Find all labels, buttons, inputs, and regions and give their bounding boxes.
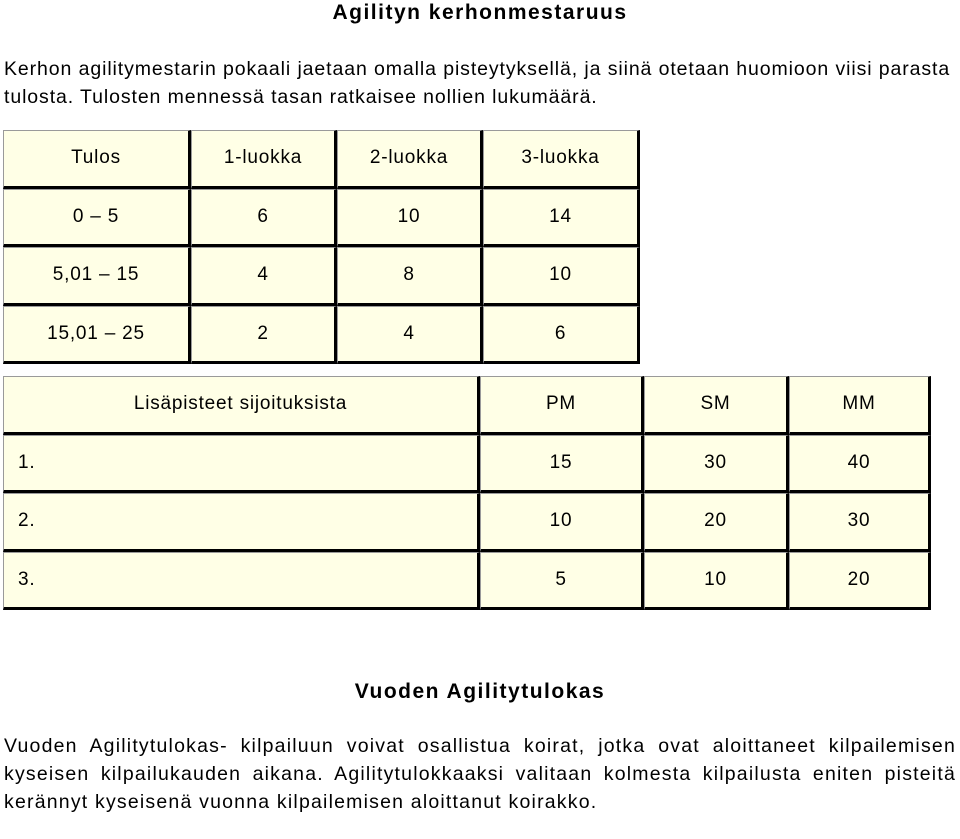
table-cell: 8: [337, 247, 483, 306]
table-cell: 15,01 – 25: [3, 306, 191, 365]
table-cell: 30: [789, 493, 931, 552]
header-cell-class-2: 2-luokka: [337, 130, 483, 189]
header-cell-bonus: Lisäpisteet sijoituksista: [3, 376, 480, 435]
table-cell: 20: [789, 552, 931, 611]
table-cell: 30: [644, 435, 789, 494]
table-cell: 14: [483, 189, 640, 248]
table-cell: 2: [191, 306, 337, 365]
placement-cell: 1.: [3, 435, 480, 494]
table-row: [3, 189, 640, 248]
table-row: [3, 247, 640, 306]
points-table: [3, 130, 640, 364]
table-cell: 10: [480, 493, 644, 552]
table-header-row: [3, 376, 931, 435]
table-cell: 10: [337, 189, 483, 248]
header-cell-class-1: 1-luokka: [191, 130, 337, 189]
table-row: [3, 552, 931, 611]
table-header-row: [3, 130, 640, 189]
header-cell-mm: MM: [789, 376, 931, 435]
table-cell: 6: [483, 306, 640, 365]
table-cell: 6: [191, 189, 337, 248]
table-cell: 20: [644, 493, 789, 552]
table-cell: 15: [480, 435, 644, 494]
header-cell-sm: SM: [644, 376, 789, 435]
table-row: [3, 306, 640, 365]
intro-paragraph: Kerhon agilitymestarin pokaali jaetaan omalla pisteytyksellä, ja siinä otetaan huomioon viisi parasta tulosta. Tulosten mennessä tasan ratkaisee nollien lukumäärä.: [4, 58, 951, 108]
header-cell-pm: PM: [480, 376, 644, 435]
bonus-points-table: [3, 376, 931, 610]
header-cell-result: Tulos: [3, 130, 191, 189]
table-row: [3, 493, 931, 552]
table-cell: 4: [191, 247, 337, 306]
table-cell: 5: [480, 552, 644, 611]
section-title: Vuoden Agilitytulokas: [354, 680, 606, 703]
table-cell: 40: [789, 435, 931, 494]
table-cell: 10: [483, 247, 640, 306]
header-cell-class-3: 3-luokka: [483, 130, 640, 189]
table-row: [3, 435, 931, 494]
placement-cell: 3.: [3, 552, 480, 611]
page-title: Agilityn kerhonmestaruus: [332, 1, 628, 24]
table-cell: 10: [644, 552, 789, 611]
placement-cell: 2.: [3, 493, 480, 552]
table-cell: 4: [337, 306, 483, 365]
table-cell: 5,01 – 15: [3, 247, 191, 306]
description-paragraph: Vuoden Agilitytulokas- kilpailuun voivat osallistua koirat, jotka ovat aloittaneet kilpailemisen kyseisen kilpailukauden aikana. Agilitytulokkaaksi valitaan kolmesta kilpailusta eniten pisteitä kerännyt kyseisenä vuonna kilpailemisen aloittanut koirakko.: [4, 735, 956, 813]
table-cell: 0 – 5: [3, 189, 191, 248]
